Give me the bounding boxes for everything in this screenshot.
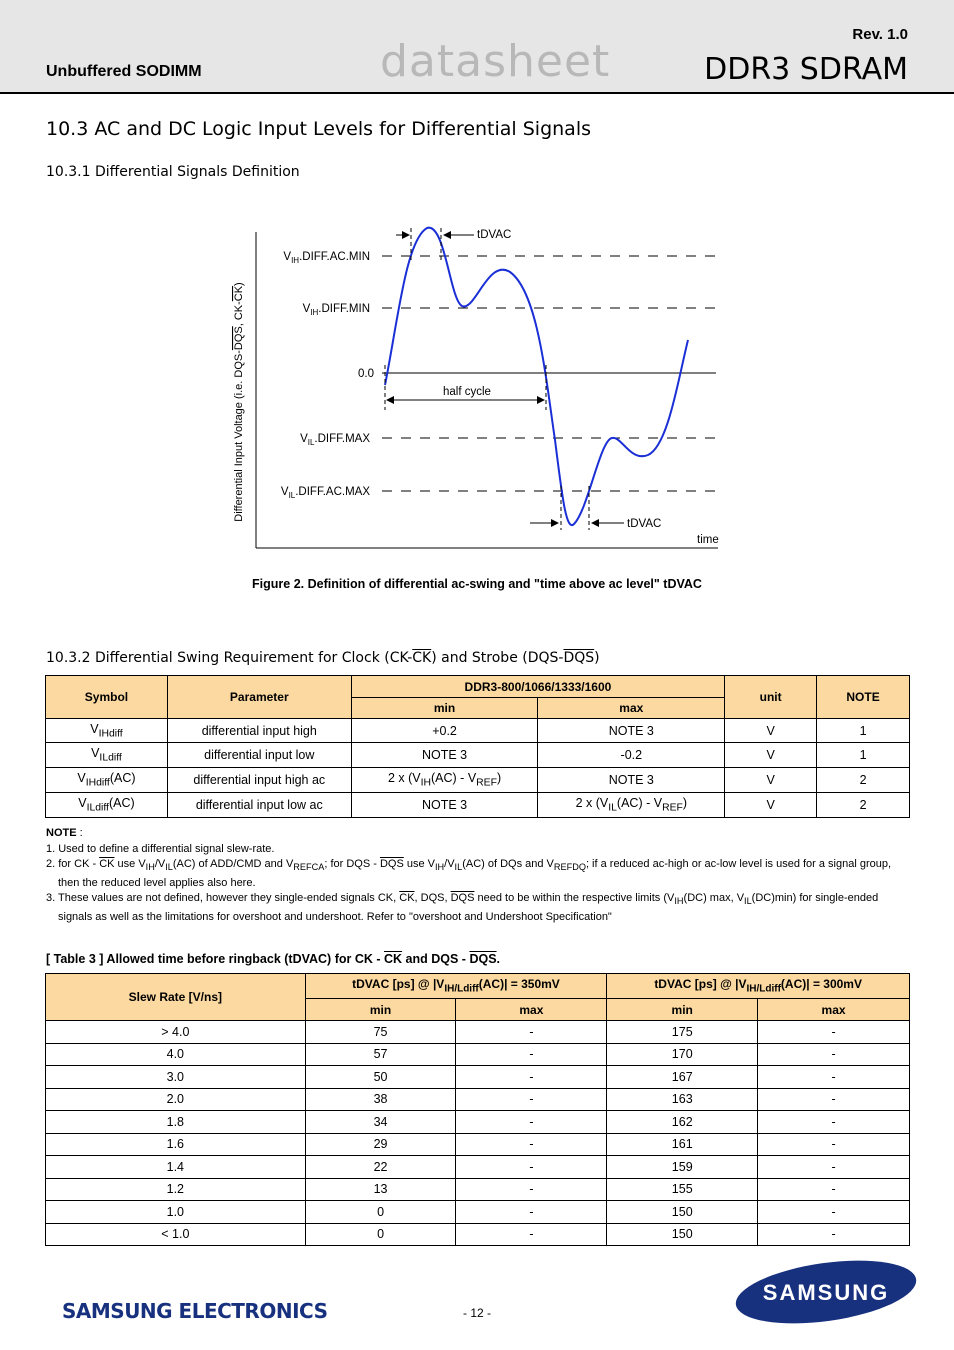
table3-caption: [ Table 3 ] Allowed time before ringback (tDVAC) for CK - $\overline{CK}$ and DQS - $\overline{DQS}$. xyxy=(46,952,501,966)
table-row xyxy=(46,1133,910,1156)
footer-company: SAMSUNG ELECTRONICS xyxy=(62,1299,328,1323)
note-3: 3. These values are not defined, however they single-ended signals CK, $\overline{CK}$, DQS, $\overline{DQS}$ need to be within the respective limits ($V_{IH}(DC)$ max, $V_{IL}(DC)\min$) for single-ended signals as well as the limitations for overshoot and undershoot. Refer to "overshoot and Undershoot Specification" xyxy=(46,892,879,923)
header-max-300: max xyxy=(758,999,910,1021)
page-number: - 12 - xyxy=(462,1306,491,1320)
cell-slew-rate: 1.6 xyxy=(46,1133,306,1156)
cell-max-350: - xyxy=(456,1066,607,1089)
cell-min-350: 22 xyxy=(305,1156,456,1179)
cell-max-350: - xyxy=(456,1111,607,1134)
cell-param: differential input high ac xyxy=(167,768,351,793)
figure-caption: Figure 2. Definition of differential ac-swing and "time above ac level" tDVAC xyxy=(252,577,702,591)
differential-swing-table xyxy=(45,675,910,818)
table-row xyxy=(46,719,910,743)
cell-min-300: 167 xyxy=(607,1066,758,1089)
cell-max-350: - xyxy=(456,1201,607,1224)
subsection-title-1: 10.3.1 Differential Signals Definition xyxy=(46,164,300,180)
cell-min-350: 29 xyxy=(305,1133,456,1156)
header-note: NOTE xyxy=(817,676,910,719)
header-min: min xyxy=(351,698,538,719)
cell-unit: V xyxy=(725,768,817,793)
tdvac-table xyxy=(45,973,910,1246)
cell-min: NOTE 3 xyxy=(351,793,538,818)
header-unit: unit xyxy=(725,676,817,719)
header-symbol: Symbol xyxy=(46,676,168,719)
header-tdvac-350: tDVAC [ps] @ $|V_{IH/Ldiff}(AC)| = 350mV$ xyxy=(305,974,607,999)
revision: Rev. 1.0 xyxy=(852,26,908,43)
notes-heading: NOTE : xyxy=(46,827,83,839)
cell-min-300: 155 xyxy=(607,1178,758,1201)
samsung-logo xyxy=(730,1258,922,1328)
cell-min-350: 13 xyxy=(305,1178,456,1201)
cell-min-300: 170 xyxy=(607,1043,758,1066)
header-speed: DDR3-800/1066/1333/1600 xyxy=(351,676,725,698)
cell-note: 1 xyxy=(817,719,910,743)
cell-min-300: 163 xyxy=(607,1088,758,1111)
logo-text: SAMSUNG xyxy=(762,1280,890,1305)
table-row xyxy=(46,1021,910,1044)
cell-symbol: $V_{IHdiff}$ xyxy=(46,719,168,743)
cell-max: NOTE 3 xyxy=(538,719,725,743)
cell-min: +0.2 xyxy=(351,719,538,743)
label-vil-diff-ac-max: $V_{IL}.DIFF.AC.MAX$ xyxy=(280,486,370,500)
cell-max-300: - xyxy=(758,1066,910,1089)
cell-min-350: 38 xyxy=(305,1088,456,1111)
cell-max-350: - xyxy=(456,1178,607,1201)
note-2: 2. for CK - $\overline{CK}$ use $V_{IH}/V_{IL}(AC)$ of ADD/CMD and $V_{REFCA}$; for DQS - $\overline{DQS}$ use $V_{IH}/V_{IL}(AC)$ of DQs and $V_{REFDQ}$; if a reduced ac-high or ac-low level is used for a signal group, then the reduced level applies also here. xyxy=(46,858,892,889)
cell-slew-rate: 1.8 xyxy=(46,1111,306,1134)
cell-max: -0.2 xyxy=(538,743,725,768)
label-vih-diff-ac-min: $V_{IH}.DIFF.AC.MIN$ xyxy=(283,251,370,265)
cell-max-300: - xyxy=(758,1223,910,1246)
cell-min-300: 162 xyxy=(607,1111,758,1134)
table-row xyxy=(46,1111,910,1134)
cell-max-300: - xyxy=(758,1043,910,1066)
header-max: max xyxy=(538,698,725,719)
cell-max-350: - xyxy=(456,1156,607,1179)
y-axis-label: Differential Input Voltage (i.e. DQS-DQS, CK-CK) xyxy=(233,282,245,522)
cell-max-300: - xyxy=(758,1088,910,1111)
cell-note: 1 xyxy=(817,743,910,768)
cell-symbol: $V_{IHdiff}(AC)$ xyxy=(46,768,168,793)
cell-unit: V xyxy=(725,743,817,768)
header-tdvac-300: tDVAC [ps] @ $|V_{IH/Ldiff}(AC)| = 300mV$ xyxy=(607,974,910,999)
table-row xyxy=(46,743,910,768)
x-axis-label: time xyxy=(697,534,719,546)
page-header xyxy=(0,0,954,94)
cell-max-300: - xyxy=(758,1021,910,1044)
header-slew-rate: Slew Rate [V/ns] xyxy=(46,974,306,1021)
cell-param: differential input high xyxy=(167,719,351,743)
table-row xyxy=(46,1223,910,1246)
header-min-300: min xyxy=(607,999,758,1021)
header-max-350: max xyxy=(456,999,607,1021)
cell-slew-rate: < 1.0 xyxy=(46,1223,306,1246)
cell-slew-rate: > 4.0 xyxy=(46,1021,306,1044)
cell-min-300: 159 xyxy=(607,1156,758,1179)
label-tdvac-bottom: tDVAC xyxy=(627,518,662,530)
cell-max-300: - xyxy=(758,1178,910,1201)
cell-min: NOTE 3 xyxy=(351,743,538,768)
cell-symbol: $V_{ILdiff}$ xyxy=(46,743,168,768)
section-title: 10.3 AC and DC Logic Input Levels for Differential Signals xyxy=(46,118,591,140)
cell-max-350: - xyxy=(456,1088,607,1111)
table-row xyxy=(46,1088,910,1111)
cell-slew-rate: 2.0 xyxy=(46,1088,306,1111)
header-min-350: min xyxy=(305,999,456,1021)
table-row xyxy=(46,768,910,793)
cell-min-300: 175 xyxy=(607,1021,758,1044)
cell-max-300: - xyxy=(758,1156,910,1179)
cell-min-300: 150 xyxy=(607,1223,758,1246)
watermark: datasheet xyxy=(380,36,611,87)
cell-min-350: 34 xyxy=(305,1111,456,1134)
cell-min-350: 50 xyxy=(305,1066,456,1089)
label-tdvac-top: tDVAC xyxy=(477,229,512,241)
label-zero: 0.0 xyxy=(358,368,374,380)
cell-max-300: - xyxy=(758,1201,910,1224)
cell-slew-rate: 1.0 xyxy=(46,1201,306,1224)
cell-note: 2 xyxy=(817,768,910,793)
table-row xyxy=(46,1178,910,1201)
cell-slew-rate: 4.0 xyxy=(46,1043,306,1066)
cell-unit: V xyxy=(725,719,817,743)
cell-min-350: 75 xyxy=(305,1021,456,1044)
cell-min-350: 57 xyxy=(305,1043,456,1066)
notes-block xyxy=(46,826,911,925)
subsection-title-2: 10.3.2 Differential Swing Requirement for Clock (CK-CK) and Strobe (DQS-DQS) xyxy=(46,650,600,666)
label-half-cycle: half cycle xyxy=(443,386,491,398)
cell-param: differential input low xyxy=(167,743,351,768)
cell-slew-rate: 3.0 xyxy=(46,1066,306,1089)
cell-slew-rate: 1.4 xyxy=(46,1156,306,1179)
table-row xyxy=(46,1043,910,1066)
cell-min-300: 161 xyxy=(607,1133,758,1156)
differential-signal-diagram xyxy=(0,200,954,570)
cell-max-300: - xyxy=(758,1111,910,1134)
cell-max-350: - xyxy=(456,1223,607,1246)
cell-slew-rate: 1.2 xyxy=(46,1178,306,1201)
table-row xyxy=(46,1201,910,1224)
table-row xyxy=(46,1156,910,1179)
table-row xyxy=(46,793,910,818)
cell-min-300: 150 xyxy=(607,1201,758,1224)
cell-unit: V xyxy=(725,793,817,818)
cell-note: 2 xyxy=(817,793,910,818)
product-name: DDR3 SDRAM xyxy=(704,52,908,87)
cell-max: NOTE 3 xyxy=(538,768,725,793)
note-1: 1. Used to define a differential signal slew-rate. xyxy=(46,842,275,855)
cell-min: 2 x $(V_{IH}(AC) - V_{REF})$ xyxy=(351,768,538,793)
label-vil-diff-max: $V_{IL}.DIFF.MAX$ xyxy=(300,433,370,447)
cell-symbol: $V_{ILdiff}(AC)$ xyxy=(46,793,168,818)
header-parameter: Parameter xyxy=(167,676,351,719)
label-vih-diff-min: $V_{IH}.DIFF.MIN$ xyxy=(302,303,370,317)
waveform xyxy=(385,228,688,525)
cell-max: 2 x $(V_{IL}(AC) - V_{REF})$ xyxy=(538,793,725,818)
cell-max-350: - xyxy=(456,1021,607,1044)
cell-min-350: 0 xyxy=(305,1223,456,1246)
cell-max-350: - xyxy=(456,1133,607,1156)
cell-max-300: - xyxy=(758,1133,910,1156)
product-type: Unbuffered SODIMM xyxy=(46,63,202,80)
table-row xyxy=(46,1066,910,1089)
cell-min-350: 0 xyxy=(305,1201,456,1224)
cell-param: differential input low ac xyxy=(167,793,351,818)
cell-max-350: - xyxy=(456,1043,607,1066)
